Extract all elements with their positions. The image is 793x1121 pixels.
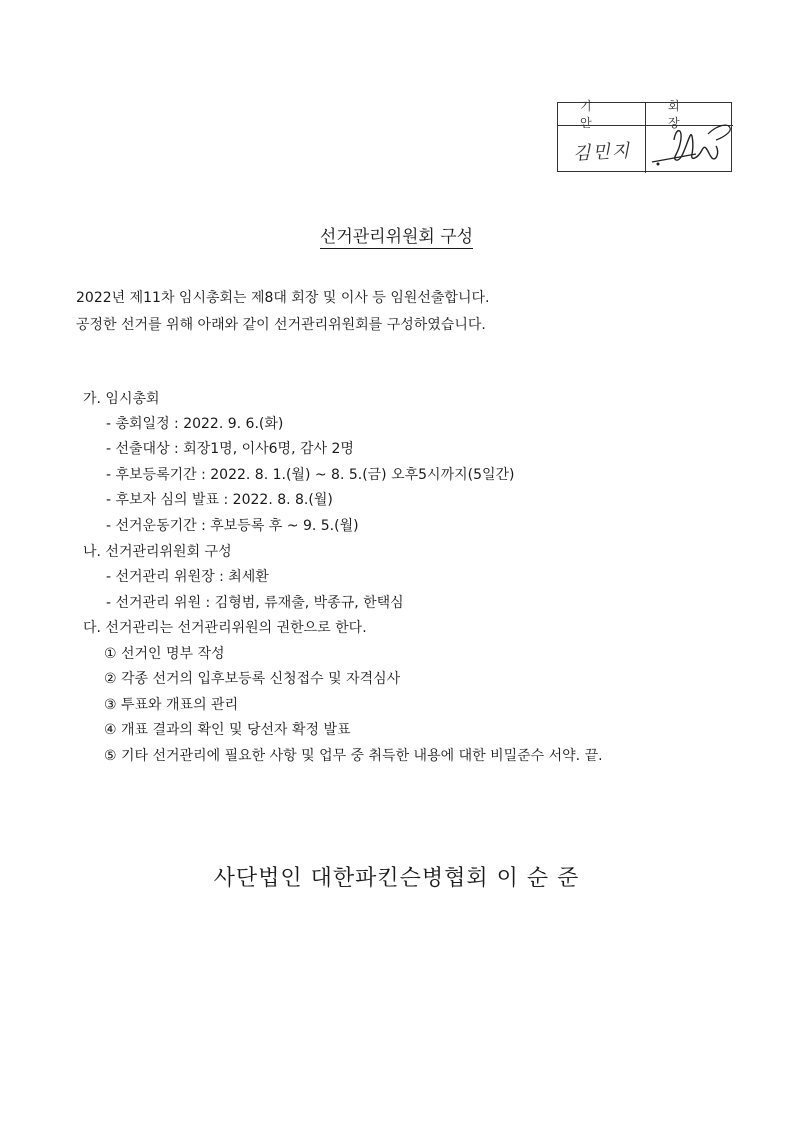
list-item: - 총회일정 : 2022. 9. 6.(화) (106, 416, 284, 432)
issuer-line: 사단법인 대한파킨슨병협회 이 순 준 (213, 866, 580, 891)
drafter-signature-cell (558, 126, 646, 173)
list-item: - 후보자 심의 발표 : 2022. 8. 8.(월) (106, 492, 333, 508)
drafter-signature: 김민지 (572, 140, 632, 165)
intro-line-1: 2022년 제11차 임시총회는 제8대 회장 및 이사 등 임원선출합니다. (76, 290, 490, 306)
list-item: - 선거운동기간 : 후보등록 후 ~ 9. 5.(월) (106, 518, 359, 534)
chair-signature-mark (646, 114, 733, 174)
document-title (0, 222, 793, 247)
list-item: - 선거관리 위원 : 김형범, 류재출, 박종규, 한택심 (106, 595, 404, 611)
section-heading-da: 다. 선거관리는 선거관리위원의 권한으로 한다. (83, 620, 367, 636)
list-item: - 후보등록기간 : 2022. 8. 1.(월) ~ 8. 5.(금) 오후5시까지(5일간) (106, 467, 515, 483)
list-item: ⑤ 기타 선거관리에 필요한 사항 및 업무 중 취득한 내용에 대한 비밀준수 서약. 끝. (104, 748, 603, 764)
section-heading-ga: 가. 임시총회 (83, 391, 160, 407)
chair-signature-cell (646, 126, 733, 173)
list-item: - 선출대상 : 회장1명, 이사6명, 감사 2명 (106, 441, 354, 457)
document-title-text: 선거관리위원회 구성 (319, 227, 474, 247)
intro-line-2: 공정한 선거를 위해 아래와 같이 선거관리위원회를 구성하였습니다. (76, 317, 486, 333)
approval-header-draft: 기 안 (558, 103, 646, 126)
approval-header-chair: 회 장 (646, 103, 733, 126)
section-heading-na: 나. 선거관리위원회 구성 (83, 544, 232, 560)
approval-box (557, 99, 732, 172)
list-item: ① 선거인 명부 작성 (104, 646, 225, 662)
list-item: - 선거관리 위원장 : 최세환 (106, 569, 269, 585)
list-item: ③ 투표와 개표의 관리 (104, 697, 239, 713)
list-item: ② 각종 선거의 입후보등록 신청접수 및 자격심사 (104, 671, 401, 687)
list-item: ④ 개표 결과의 확인 및 당선자 확정 발표 (104, 722, 351, 738)
